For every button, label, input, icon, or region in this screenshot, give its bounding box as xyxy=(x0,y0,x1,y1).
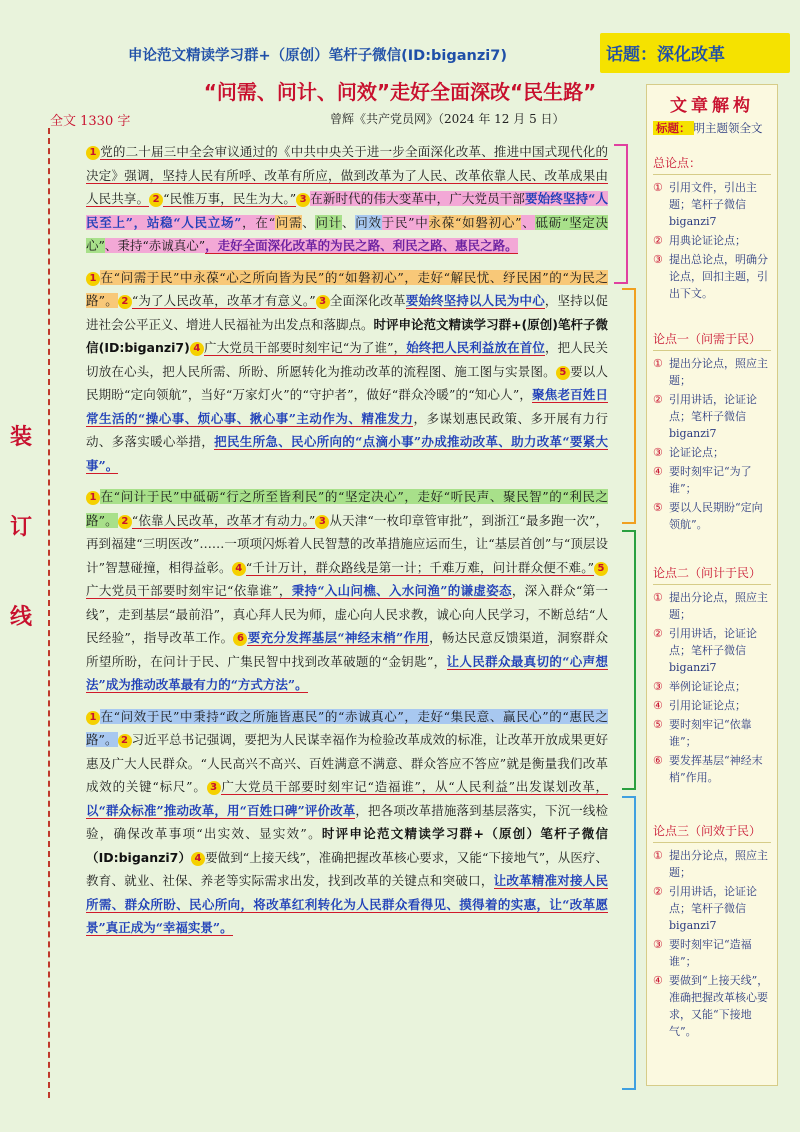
p3-sentence-4: “千计万计，群众路线是第一计；千难万难，问计群众便不难。” xyxy=(245,559,594,575)
sidebar-section-head: 论点二（问计于民） xyxy=(653,565,771,585)
item-number: ① xyxy=(653,849,663,862)
item-number: ② xyxy=(653,234,663,247)
p4-sentence-3c: ，把各项改革措施落到基层落实，下沉一线检验，确保改革事项“出实效、显实效”。 xyxy=(86,802,608,841)
paragraph-point-2 xyxy=(86,485,608,699)
item-number: ② xyxy=(653,627,663,640)
p3-sentence-3: 从天津“一枚印章管审批”，到浙江“最多跑一次”，再到福建“三明医改”……一项项闪烁着人民智慧的改革措施应运而生，让“基层首创”与“顶层设计”智慧碰撞，相得益彰。 xyxy=(86,512,609,575)
bracket-point-1 xyxy=(622,288,636,524)
item-number: ① xyxy=(653,357,663,370)
p1-keyword-juexin: 砥砺“坚定决心” xyxy=(86,214,609,253)
sidebar-section-head: 论点三（问效于民） xyxy=(653,823,771,843)
marker-4: 4 xyxy=(232,562,246,576)
p1-keyword-wenji: 问计 xyxy=(315,214,342,230)
p2-sentence-4c: ，把人民关切放在心头，把人民所需、所盼、所愿转化为推动改革的流程图、施工图与实景图。 xyxy=(86,340,608,379)
word-count: 全文 1330 字 xyxy=(50,114,131,129)
p1-sentence-1: 党的二十届三中全会审议通过的《中共中央关于进一步全面深化改革、推进中国式现代化的决定》强调，坚持人民有所呼、改革有所应，做到改革为了人民、改革依靠人民、改革成果由人民共享。 xyxy=(86,144,608,206)
item-text: 引用讲话，论证论点；笔杆子微信 biganzi7 xyxy=(669,885,757,932)
marker-5: 5 xyxy=(594,562,608,576)
p1-sentence-3i: 于民”中 xyxy=(381,214,429,230)
marker-3: 3 xyxy=(207,781,221,795)
sidebar-section-head: 论点一（问需于民） xyxy=(653,331,771,351)
structure-sidebar xyxy=(646,84,778,1086)
marker-1: 1 xyxy=(86,146,100,160)
item-number: ② xyxy=(653,885,663,898)
marker-1: 1 xyxy=(86,491,100,505)
item-text: 用典论证论点； xyxy=(669,234,746,247)
sidebar-item xyxy=(653,589,771,623)
p3-sentence-6c: 让人民群众最真切的“心声想法”成为推动改革最有力的“方式方法”。 xyxy=(86,653,608,692)
item-number: ③ xyxy=(653,680,663,693)
p4-sentence-3a: 广大党员干部要时刻牢记“造福谁”，从“人民利益”出发谋划改革， xyxy=(220,779,608,794)
sidebar-item xyxy=(653,355,771,389)
item-text: 要时刻牢记“依靠谁”； xyxy=(669,718,752,748)
binding-char-1: 装 xyxy=(9,425,32,450)
marker-2: 2 xyxy=(118,515,132,529)
sidebar-item xyxy=(653,883,771,934)
sidebar-item xyxy=(653,463,771,497)
item-text: 引用论证论点； xyxy=(669,699,746,712)
marker-1: 1 xyxy=(86,711,100,725)
p3-sentence-6b: ，畅达民意反馈渠道，洞察群众所望所盼，在问计于民、广集民智中找到改革破题的“金钥匙”， xyxy=(86,630,608,669)
marker-4: 4 xyxy=(190,342,204,356)
p1-sep-2: 、 xyxy=(341,214,356,230)
paragraph-point-3 xyxy=(86,705,608,942)
bracket-intro xyxy=(614,144,628,284)
p1-sep-3: 、 xyxy=(521,214,536,230)
p2-sentence-5c: ，多谋划惠民政策、多开展有力行动、多落实暖心举措， xyxy=(86,410,608,449)
sidebar-section-point-2 xyxy=(653,565,771,788)
marker-1: 1 xyxy=(86,272,100,286)
p2-sentence-1: 在“问需于民”中永葆“心之所向皆为民”的“如磐初心”，走好“解民忧、纾民困”的“为民之路”。 xyxy=(86,269,608,308)
p2-sentence-5d: 把民生所急、民心所向的“点滴小事”办成推动改革、助力改革“要紧大事”。 xyxy=(86,434,608,473)
sidebar-item xyxy=(653,936,771,970)
p3-sentence-1: 在“问计于民”中砥砺“行之所至皆利民”的“坚定决心”，走好“听民声、聚民智”的“利民之路”。 xyxy=(86,489,608,528)
marker-3: 3 xyxy=(316,295,330,309)
item-text: 要时刻牢记“为了谁”； xyxy=(669,465,752,495)
p1-sentence-3b: 要始终坚持“人民至上”，站稳“人民立场” xyxy=(86,191,608,230)
topic-badge xyxy=(600,33,790,73)
item-text: 提出分论点，照应主题； xyxy=(669,591,768,621)
p2-sentence-5b: 聚焦老百姓日常生活的“操心事、烦心事、揪心事”主动作为、精准发力 xyxy=(86,387,608,426)
p1-keyword-wenxu: 问需 xyxy=(275,214,303,230)
item-number: ③ xyxy=(653,446,663,459)
sidebar-section-overall xyxy=(653,155,771,304)
item-text: 要发挥基层“神经末梢”作用。 xyxy=(669,754,763,784)
p2-sentence-3a: 全面深化改革 xyxy=(329,293,406,308)
p4-sentence-3b: 以“群众标准”推动改革，用“百姓口碑”评价改革 xyxy=(86,802,356,818)
sidebar-tag-text: 明主题领全文 xyxy=(693,121,763,135)
item-text: 提出总论点，明确分论点，回扣主题，引出下文。 xyxy=(669,253,768,300)
p3-sentence-5c: ，深入群众“第一线”，走到基层“最前沿”，真心拜人民为师，虚心向人民求教，诚心向人民学习，不断总结“人民经验”，指导改革工作。 xyxy=(86,583,608,645)
item-number: ⑥ xyxy=(653,754,663,767)
sidebar-item xyxy=(653,251,771,302)
item-text: 引用文件，引出主题；笔杆子微信 biganzi7 xyxy=(669,181,757,228)
p4-sentence-4b: 让改革精准对接人民所需、群众所盼、民心所向，将改革红利转化为人民群众看得见、摸得着的实惠，让“改革愿景”真正成为“幸福实景”。 xyxy=(86,873,608,935)
p4-sentence-1: 在“问效于民”中秉持“政之所施皆惠民”的“赤诚真心”，走好“集民意、赢民心”的“惠民之路”。 xyxy=(86,708,608,747)
sidebar-item xyxy=(653,697,771,714)
item-number: ③ xyxy=(653,938,663,951)
sidebar-item xyxy=(653,847,771,881)
marker-6: 6 xyxy=(233,632,247,646)
p2-sentence-2: “为了人民改革，改革才有意义。” xyxy=(131,293,316,308)
sidebar-item xyxy=(653,391,771,442)
p3-sentence-2: “依靠人民改革，改革才有动力。” xyxy=(131,512,316,528)
p2-sentence-4a: 广大党员干部要时刻牢记“为了谁”， xyxy=(203,340,407,355)
sidebar-item xyxy=(653,232,771,249)
sidebar-item xyxy=(653,752,771,786)
item-text: 提出分论点，照应主题； xyxy=(669,357,768,387)
item-text: 引用讲话，论证论点；笔杆子微信 biganzi7 xyxy=(669,627,757,674)
marker-2: 2 xyxy=(149,193,163,207)
item-number: ② xyxy=(653,393,663,406)
p3-sentence-6a: 要充分发挥基层“神经末梢”作用 xyxy=(247,630,430,645)
bracket-point-3 xyxy=(622,796,636,1090)
marker-2: 2 xyxy=(118,295,132,309)
article-title: “问需、问计、问效”走好全面深改“民生路” xyxy=(203,80,597,104)
header-promo: 申论范文精读学习群+（原创）笔杆子微信(ID:biganzi7) xyxy=(128,48,507,64)
item-number: ④ xyxy=(653,465,663,478)
binding-char-3: 线 xyxy=(9,605,32,630)
item-text: 要做到“上接天线”，准确把握改革核心要求，又能“下接地气”。 xyxy=(669,974,769,1038)
p2-sentence-5a: 要以人民期盼“定向领航”，当好“万家灯火”的“守护者”，做好“群众冷暖”的“知心人”， xyxy=(86,363,608,402)
p3-sentence-5a: 广大党员干部要时刻牢记“依靠谁”， xyxy=(86,583,292,598)
sidebar-section-head: 总论点： xyxy=(653,155,771,175)
item-text: 举例论证论点； xyxy=(669,680,746,693)
sidebar-item xyxy=(653,179,771,230)
marker-5: 5 xyxy=(556,366,570,380)
byline: 曾辉《共产党员网》（2024 年 12 月 5 日） xyxy=(330,112,565,126)
item-text: 引用讲话，论证论点；笔杆子微信 biganzi7 xyxy=(669,393,757,440)
paragraph-intro xyxy=(86,140,608,260)
item-number: ① xyxy=(653,181,663,194)
sidebar-item xyxy=(653,499,771,533)
sidebar-title-note xyxy=(647,116,777,136)
marker-4: 4 xyxy=(191,852,205,866)
sidebar-tag: 标题： xyxy=(653,121,694,135)
sidebar-item xyxy=(653,972,771,1040)
item-number: ④ xyxy=(653,699,663,712)
p1-sentence-3c: ，在“ xyxy=(241,214,276,230)
p1-keyword-zhenxin: 、秉持“赤诚真心” xyxy=(104,238,206,253)
marker-2: 2 xyxy=(118,734,132,748)
item-text: 要时刻牢记“造福谁”； xyxy=(669,938,752,968)
item-number: ① xyxy=(653,591,663,604)
p2-promo: 时评申论范文精读学习群+(原创)笔杆子微信(ID:biganzi7) xyxy=(86,316,608,355)
sidebar-title: 文章解构 xyxy=(670,96,754,116)
p1-sentence-3n: ，走好全面深化改革的为民之路、利民之路、惠民之路。 xyxy=(205,238,518,253)
sidebar-item xyxy=(653,444,771,461)
p3-sentence-5b: 秉持“入山问樵、入水问渔”的谦虚姿态 xyxy=(291,583,512,598)
item-text: 要以人民期盼“定向领航”。 xyxy=(669,501,763,531)
p2-sentence-3b: 要始终坚持以人民为中心 xyxy=(405,293,545,308)
p4-sentence-2: 习近平总书记强调，要把为人民谋幸福作为检验改革成效的标准，让改革开放成果更好惠及广大人民群众。“人民高兴不高兴、百姓满意不满意、群众答应不答应”就是衡量我们改革成效的关键“标尺”。 xyxy=(86,732,608,794)
article-body xyxy=(86,140,608,942)
marker-3: 3 xyxy=(315,515,329,529)
binding-line xyxy=(48,128,50,1098)
p1-sentence-2: “民惟万事，民生为大。” xyxy=(163,191,297,206)
item-number: ⑤ xyxy=(653,718,663,731)
p1-sep-1: 、 xyxy=(302,214,316,230)
item-text: 论证论点； xyxy=(669,446,724,459)
p4-promo: 时评申论范文精读学习群+（原创）笔杆子微信（ID:biganzi7） xyxy=(86,826,608,865)
sidebar-section-point-3 xyxy=(653,823,771,1042)
p1-keyword-wenxiao: 问效 xyxy=(355,214,382,230)
p1-keyword-chuxin: 永葆“如磐初心” xyxy=(428,214,522,230)
p2-sentence-4b: 始终把人民利益放在首位 xyxy=(406,340,545,355)
sidebar-item xyxy=(653,678,771,695)
marker-3: 3 xyxy=(296,193,310,207)
item-text: 提出分论点，照应主题； xyxy=(669,849,768,879)
item-number: ⑤ xyxy=(653,501,663,514)
p2-sentence-3c: ，坚持以促进社会公平正义、增进人民福祉为出发点和落脚点。 xyxy=(86,293,608,332)
item-number: ③ xyxy=(653,253,663,266)
bracket-point-2 xyxy=(622,530,636,790)
p4-sentence-4a: 要做到“上接天线”，准确把握改革核心要求，又能“下接地气”，从医疗、教育、就业、社保、养老等实际需求出发，找到改革的关键点和突破口， xyxy=(86,849,608,888)
sidebar-item xyxy=(653,716,771,750)
paragraph-point-1 xyxy=(86,266,608,480)
sidebar-item xyxy=(653,625,771,676)
sidebar-section-point-1 xyxy=(653,331,771,535)
item-number: ④ xyxy=(653,974,663,987)
binding-char-2: 订 xyxy=(9,515,32,540)
topic-label: 话题：深化改革 xyxy=(606,45,725,65)
p1-sentence-3a: 在新时代的伟大变革中，广大党员干部 xyxy=(310,191,525,206)
